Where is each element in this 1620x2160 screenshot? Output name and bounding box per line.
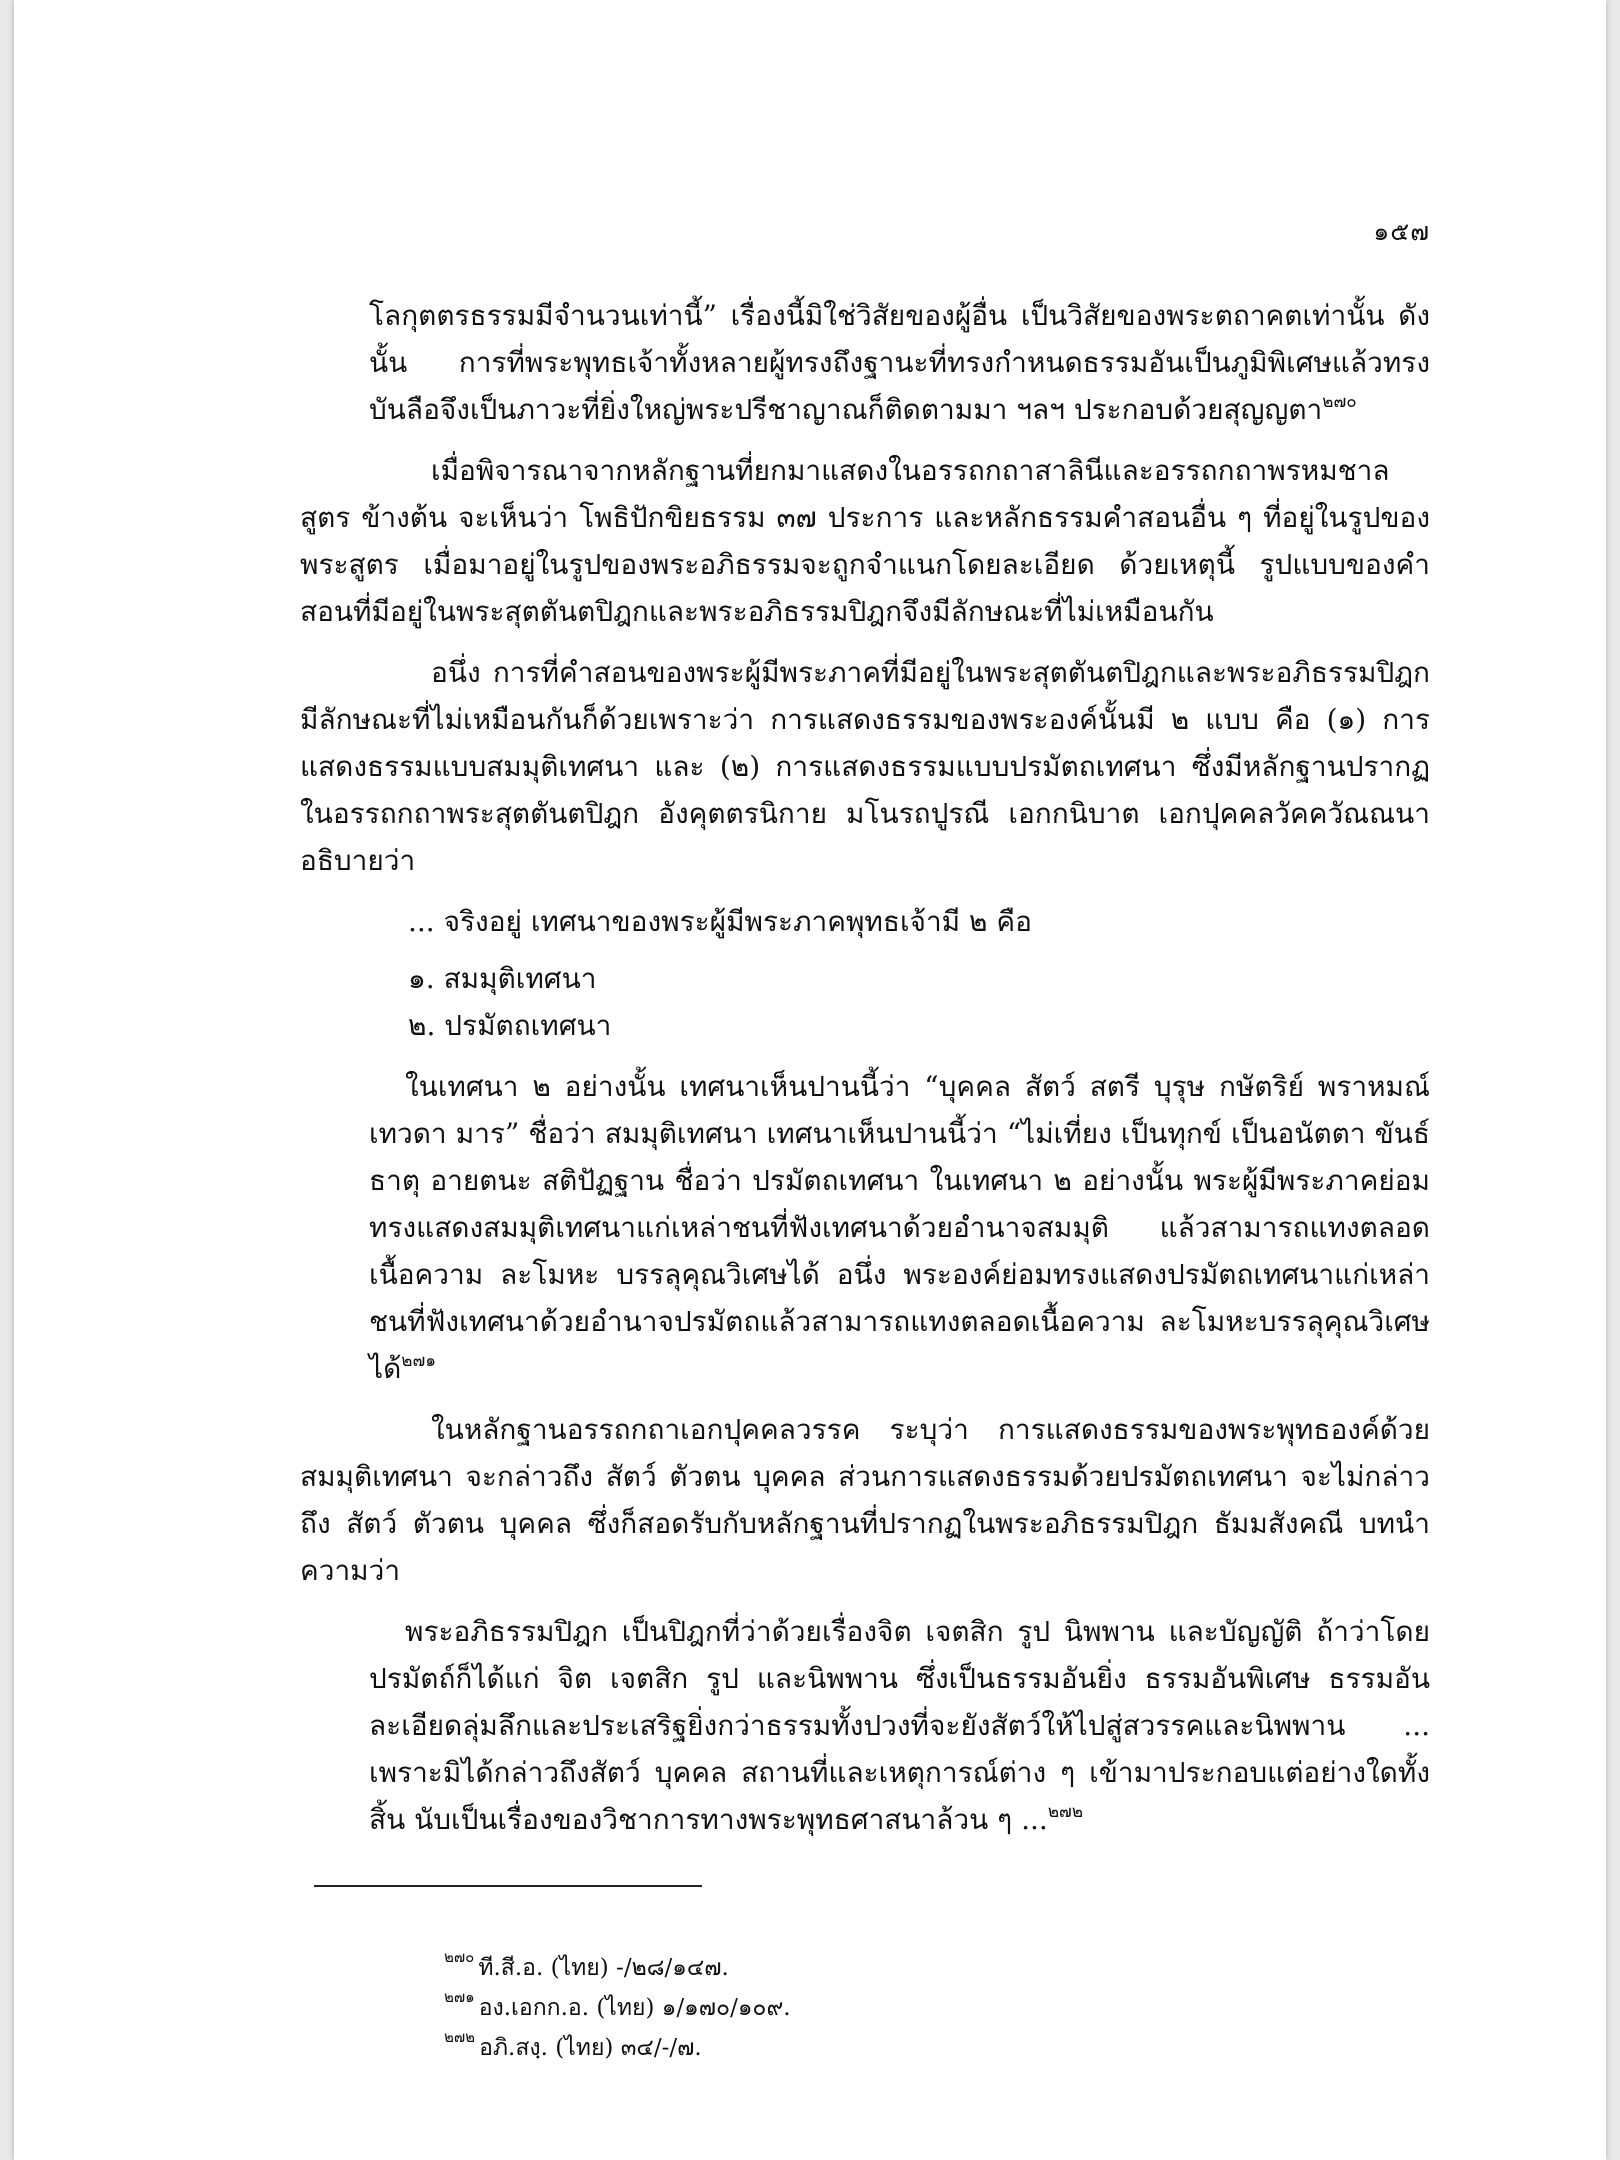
quote-paragraph-1: โลกุตตรธรรมมีจำนวนเท่านี้” เรื่องนี้มิใช่วิสัยของผู้อื่น เป็นวิสัยของพระตถาคตเท่านั้น ดังนั้น การที่พระพุทธเจ้าทั้งหลายผู้ทรงถึงฐานะที่ทรงกำหนดธรรมอันเป็นภูมิพิเศษแล้วทรงบันลือจึงเป็นภาวะที่ยิ่งใหญ่พระปรีชาญาณก็ติดตามมา ฯลฯ ประกอบด้วยสุญญตา$^{๒๗๐}$: [369, 299, 1430, 426]
body-paragraph-2: เมื่อพิจารณาจากหลักฐานที่ยกมาแสดงในอรรถกถาสาลินีและอรรถกถาพรหมชาลสูตร ข้างต้น จะเห็นว่า โพธิปักขิยธรรม ๓๗ ประการ และหลักธรรมคำสอนอื่น ๆ ที่อยู่ในรูปของพระสูตร เมื่อมาอยู่ในรูปของพระอภิธรรมจะถูกจำแนกโดยละเอียด ด้วยเหตุนี้ รูปแบบของคำสอนที่มีอยู่ในพระสุตตันตปิฎกและพระอภิธรรมปิฎกจึงมีลักษณะที่ไม่เหมือนกัน: [300, 454, 1430, 628]
body-paragraph-5: ในหลักฐานอรรถกถาเอกปุคคลวรรค ระบุว่า การแสดงธรรมของพระพุทธองค์ด้วยสมมุติเทศนา จะกล่าวถึง สัตว์ ตัวตน บุคคล ส่วนการแสดงธรรมด้วยปรมัตถเทศนา จะไม่กล่าวถึง สัตว์ ตัวตน บุคคล ซึ่งก็สอดรับกับหลักฐานที่ปรากฏในพระอภิธรรมปิฎก ธัมมสังคณี บทนำ ความว่า: [300, 1413, 1430, 1587]
cited-intro-line: ... จริงอยู่ เทศนาของพระผู้มีพระภาคพุทธเจ้ามี ๒ คือ: [408, 905, 1032, 938]
quote-paragraph-2: ในเทศนา ๒ อย่างนั้น เทศนาเห็นปานนี้ว่า “บุคคล สัตว์ สตรี บุรุษ กษัตริย์ พราหมณ์ เทวดา มาร” ชื่อว่า สมมุติเทศนา เทศนาเห็นปานนี้ว่า “ไม่เที่ยง เป็นทุกข์ เป็นอนัตตา ขันธ์ ธาตุ อายตนะ สติปัฏฐาน ชื่อว่า ปรมัตถเทศนา ในเทศนา ๒ อย่างนั้น พระผู้มีพระภาคย่อมทรงแสดงสมมุติเทศนาแก่เหล่าชนที่ฟังเทศนาด้วยอำนาจสมมุติ แล้วสามารถแทงตลอดเนื้อความ ละโมหะ บรรลุคุณวิเศษได้ อนึ่ง พระองค์ย่อมทรงแสดงปรมัตถเทศนาแก่เหล่าชนที่ฟังเทศนาด้วยอำนาจปรมัตถแล้วสามารถแทงตลอดเนื้อความ ละโมหะบรรลุคุณวิเศษได้$^{๒๗๑}$: [369, 1070, 1430, 1385]
body-paragraph-3: อนึ่ง การที่คำสอนของพระผู้มีพระภาคที่มีอยู่ในพระสุตตันตปิฎกและพระอภิธรรมปิฎกมีลักษณะที่ไม่เหมือนกันก็ด้วยเพราะว่า การแสดงธรรมของพระองค์นั้นมี ๒ แบบ คือ (๑) การแสดงธรรมแบบสมมุติเทศนา และ (๒) การแสดงธรรมแบบปรมัตถเทศนา ซึ่งมีหลักฐานปรากฏในอรรถกถาพระสุตตันตปิฎก อังคุตตรนิกาย มโนรถปูรณี เอกกนิบาต เอกปุคคลวัคควัณณนา อธิบายว่า: [300, 656, 1430, 877]
footnote-divider: [314, 1885, 702, 1887]
list-item: ๑. สมมุติเทศนา: [408, 962, 597, 995]
quote-paragraph-3: พระอภิธรรมปิฎก เป็นปิฎกที่ว่าด้วยเรื่องจิต เจตสิก รูป นิพพาน และบัญญัติ ถ้าว่าโดยปรมัตถ์ก็ได้แก่ จิต เจตสิก รูป และนิพพาน ซึ่งเป็นธรรมอันยิ่ง ธรรมอันพิเศษ ธรรมอันละเอียดลุ่มลึกและประเสริฐยิ่งกว่าธรรมทั้งปวงที่จะยังสัตว์ให้ไปสู่สวรรคและนิพพาน ... เพราะมิได้กล่าวถึงสัตว์ บุคคล สถานที่และเหตุการณ์ต่าง ๆ เข้ามาประกอบแต่อย่างใดทั้งสิ้น นับเป็นเรื่องของวิชาการทางพระพุทธศาสนาล้วน ๆ ...$^{๒๗๒}$: [369, 1615, 1430, 1836]
document-page: [14, 0, 1606, 2160]
footnotes: [444, 1948, 791, 2068]
page-number: ๑๕๗: [1373, 217, 1430, 246]
footnote-ref-271[interactable]: ๒๗๑: [401, 1350, 437, 1371]
list-item: ๒. ปรมัตถเทศนา: [408, 1009, 612, 1042]
footnote-ref-272[interactable]: ๒๗๒: [1047, 1801, 1084, 1822]
footnote-item: $^{๒๗๒}$ อภิ.สงฺ. (ไทย) ๓๔/-/๗.: [444, 2028, 702, 2061]
footnote-item: $^{๒๗๑}$ อง.เอกก.อ. (ไทย) ๑/๑๗๐/๑๐๙.: [444, 1988, 791, 2021]
footnote-ref-270[interactable]: ๒๗๐: [1322, 391, 1357, 412]
footnote-item: $^{๒๗๐}$ ที.สี.อ. (ไทย) -/๒๘/๑๔๗.: [444, 1948, 729, 1981]
page-body: [300, 292, 1430, 1857]
